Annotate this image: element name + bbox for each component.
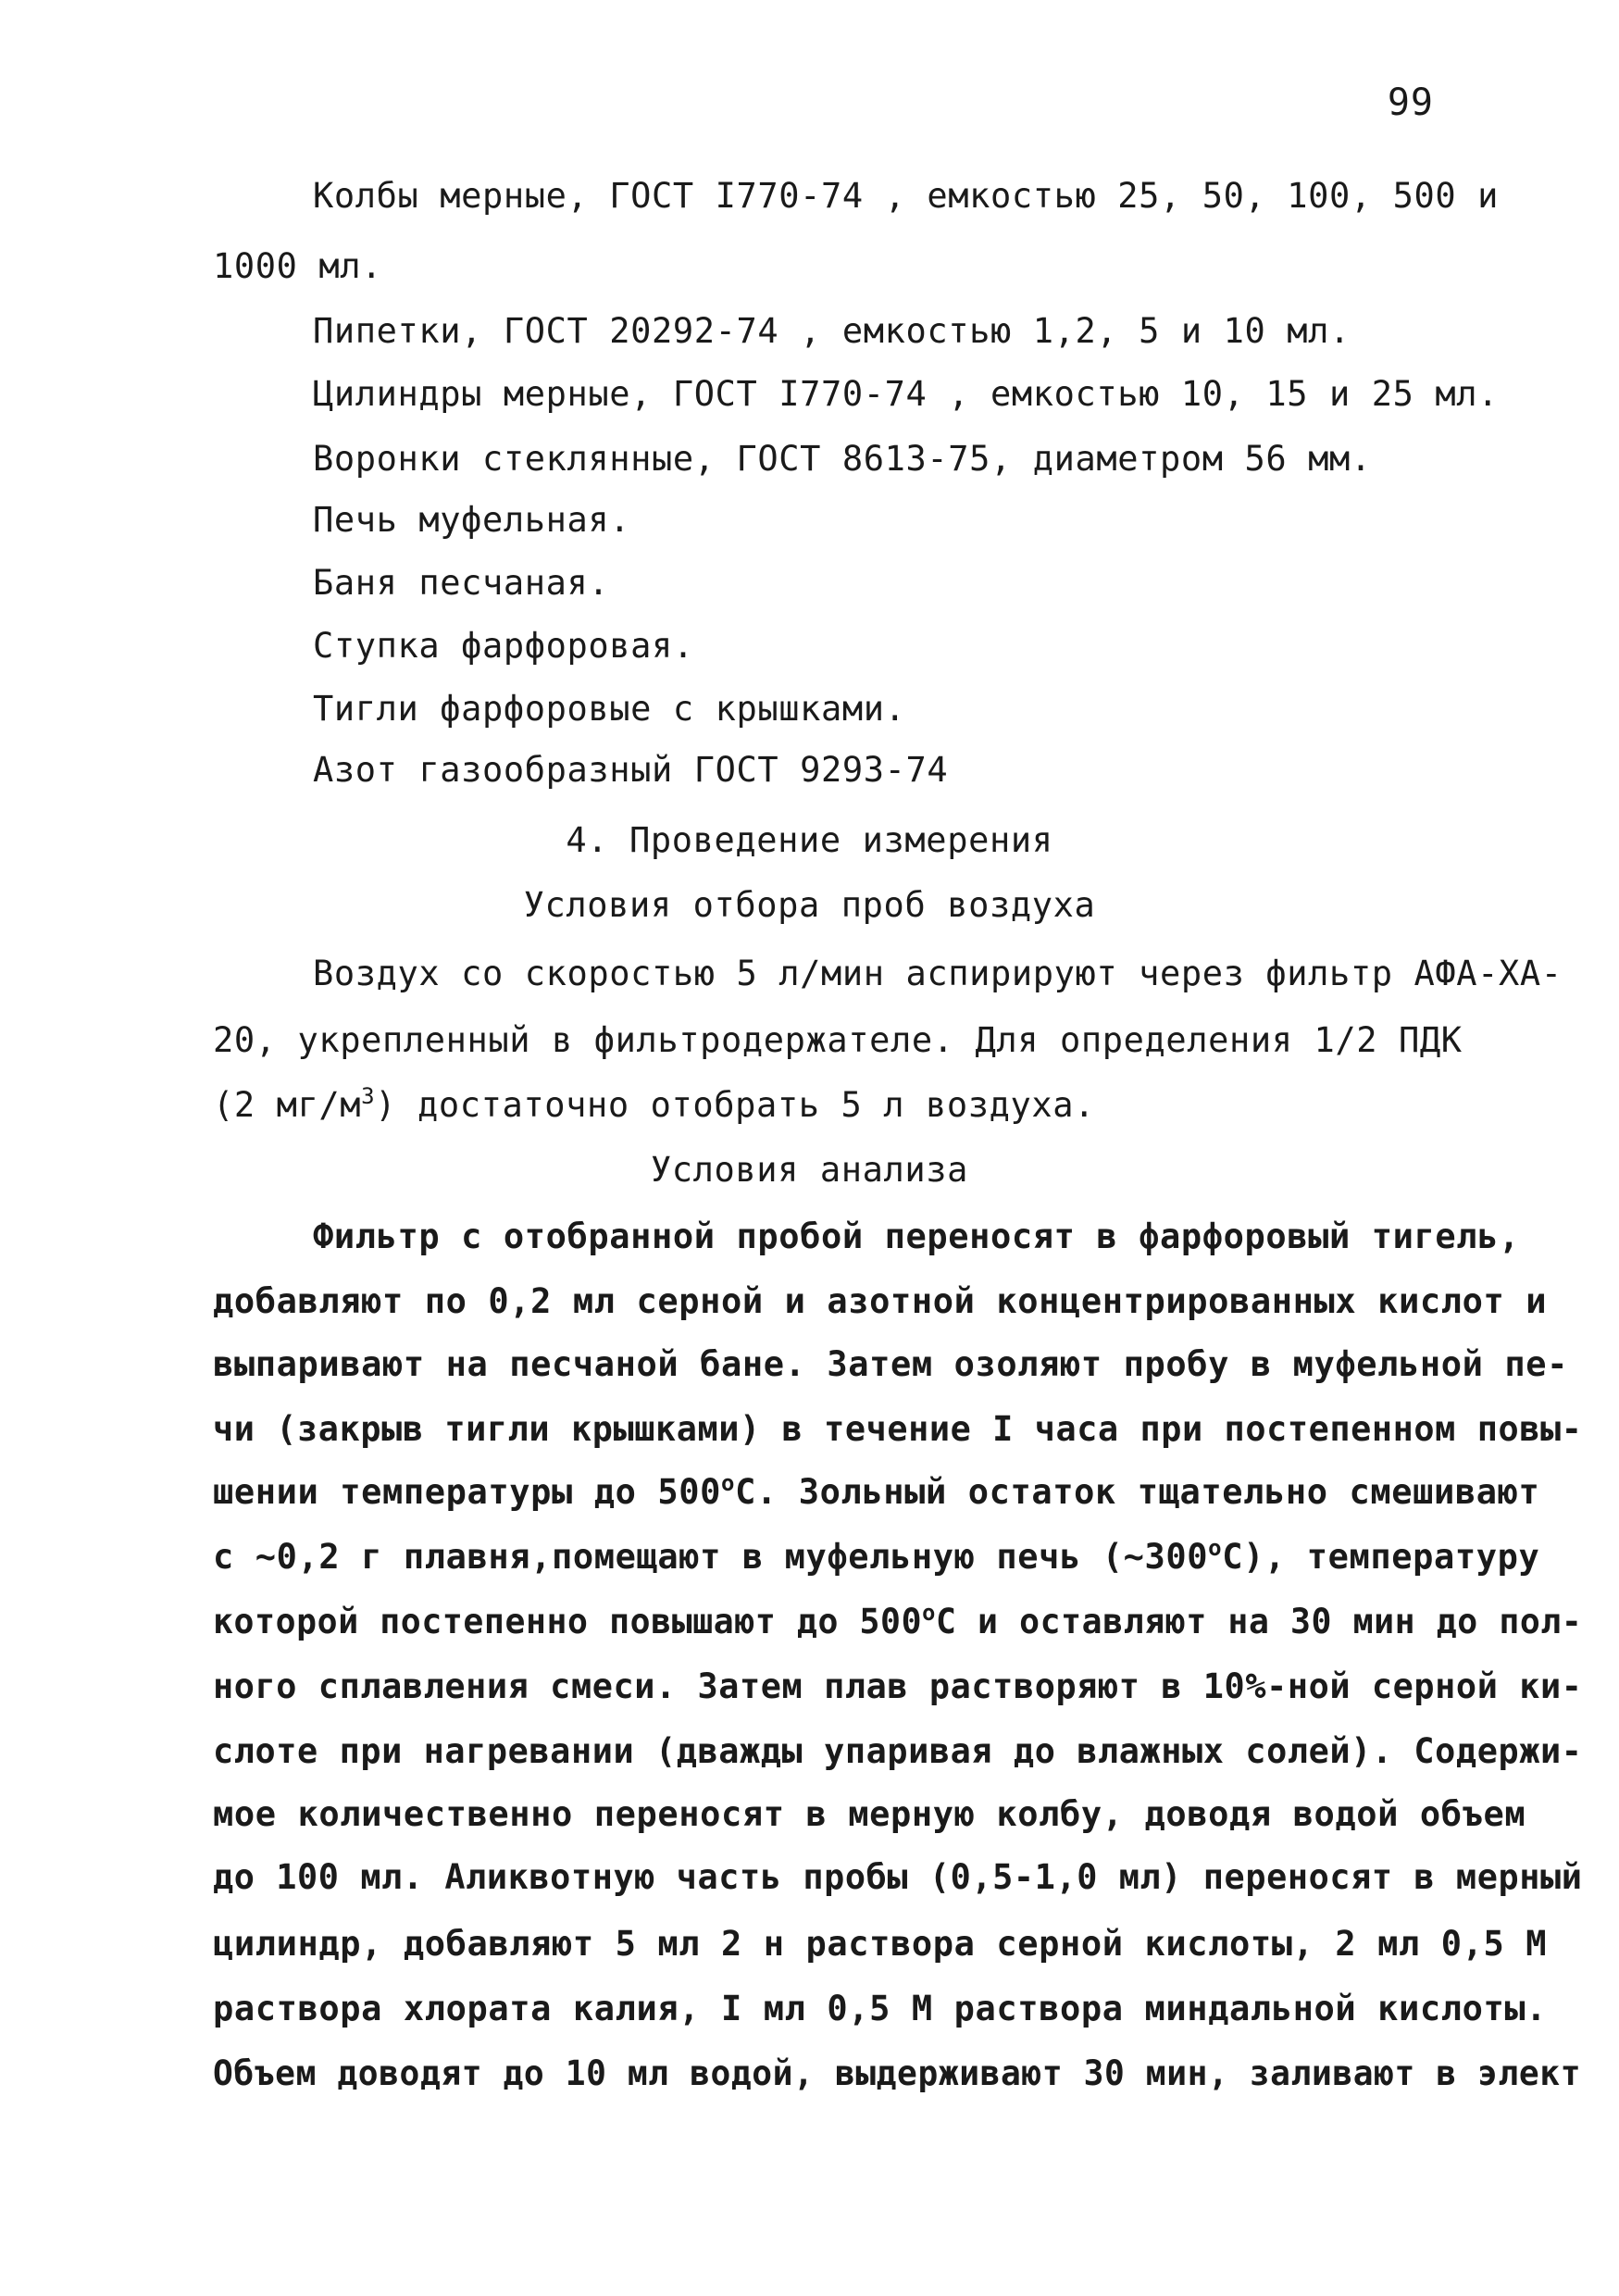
sampling-line-text: ) достаточно отобрать 5 л воздуха. — [375, 1085, 1095, 1125]
equipment-line: Воронки стеклянные, ГОСТ 8613-75, диаметром 56 мм. — [313, 439, 1372, 479]
equipment-line: Ступка фарфоровая. — [313, 626, 694, 666]
equipment-line: Цилиндры мерные, ГОСТ I770-74 , емкостью 10, 15 и 25 мл. — [313, 374, 1500, 414]
analysis-line-text: С), температуру — [1222, 1537, 1540, 1577]
analysis-line: ного сплавления смеси. Затем плав растворяют в 10%-ной серной ки- — [213, 1666, 1583, 1706]
analysis-line: цилиндр, добавляют 5 мл 2 н раствора серной кислоты, 2 мл 0,5 М — [213, 1924, 1548, 1964]
equipment-line: Печь муфельная. — [313, 500, 631, 540]
equipment-line: 1000 мл. — [213, 246, 383, 286]
analysis-line: добавляют по 0,2 мл серной и азотной концентрированных кислот и — [213, 1281, 1548, 1321]
page-number: 99 — [1387, 81, 1434, 124]
equipment-line: Тигли фарфоровые с крышками. — [313, 689, 906, 729]
analysis-line-text: С. Зольный остаток тщательно смешивают — [735, 1472, 1540, 1512]
equipment-line: Колбы мерные, ГОСТ I770-74 , емкостью 25, 50, 100, 500 и — [313, 176, 1500, 216]
analysis-line: Объем доводят до 10 мл водой, выдерживают 30 мин, заливают в элект — [213, 2053, 1582, 2093]
sampling-line: 20, укрепленный в фильтродержателе. Для определения 1/2 ПДК — [213, 1020, 1463, 1060]
sampling-line-text: (2 мг/м — [213, 1085, 362, 1125]
superscript: 3 — [361, 1083, 376, 1109]
analysis-line — [213, 1472, 1539, 1512]
superscript: о — [721, 1470, 736, 1496]
sampling-line: Воздух со скоростью 5 л/мин аспирируют через фильтр АФА-ХА- — [313, 954, 1563, 993]
analysis-line-text: которой постепенно повышают до 500 — [213, 1602, 923, 1641]
equipment-line: Пипетки, ГОСТ 20292-74 , емкостью 1,2, 5 и 10 мл. — [313, 311, 1351, 351]
sampling-heading: Условия отбора проб воздуха — [523, 885, 1096, 925]
analysis-line: Фильтр с отобранной пробой переносят в фарфоровый тигель, — [313, 1217, 1520, 1256]
section-title: 4. Проведение измерения — [566, 820, 1053, 860]
analysis-line: мое количественно переносят в мерную колбу, доводя водой объем — [213, 1794, 1526, 1834]
analysis-line — [213, 1602, 1582, 1641]
analysis-line: чи (закрыв тигли крышками) в течение I часа при постепенном повы- — [213, 1409, 1583, 1449]
analysis-line-text: шении температуры до 500 — [213, 1472, 722, 1512]
analysis-heading: Условия анализа — [650, 1150, 969, 1190]
equipment-line: Азот газообразный ГОСТ 9293-74 — [313, 750, 949, 790]
analysis-line: слоте при нагревании (дважды упаривая до влажных солей). Содержи- — [213, 1731, 1583, 1771]
analysis-line: раствора хлората калия, I мл 0,5 М раствора миндальной кислоты. — [213, 1989, 1548, 2028]
analysis-line — [213, 1537, 1539, 1577]
superscript: о — [922, 1600, 936, 1626]
analysis-line-text: С и оставляют на 30 мин до пол- — [935, 1602, 1583, 1641]
superscript: о — [1208, 1535, 1223, 1561]
sampling-line — [213, 1085, 1095, 1125]
equipment-line: Баня песчаная. — [313, 563, 610, 603]
analysis-line-text: с ~0,2 г плавня,помещают в муфельную печь (~300 — [213, 1537, 1209, 1577]
analysis-line: выпаривают на песчаной бане. Затем озоляют пробу в муфельной пе- — [213, 1344, 1569, 1384]
analysis-line: до 100 мл. Аликвотную часть пробы (0,5-1,0 мл) переносят в мерный — [213, 1857, 1583, 1897]
